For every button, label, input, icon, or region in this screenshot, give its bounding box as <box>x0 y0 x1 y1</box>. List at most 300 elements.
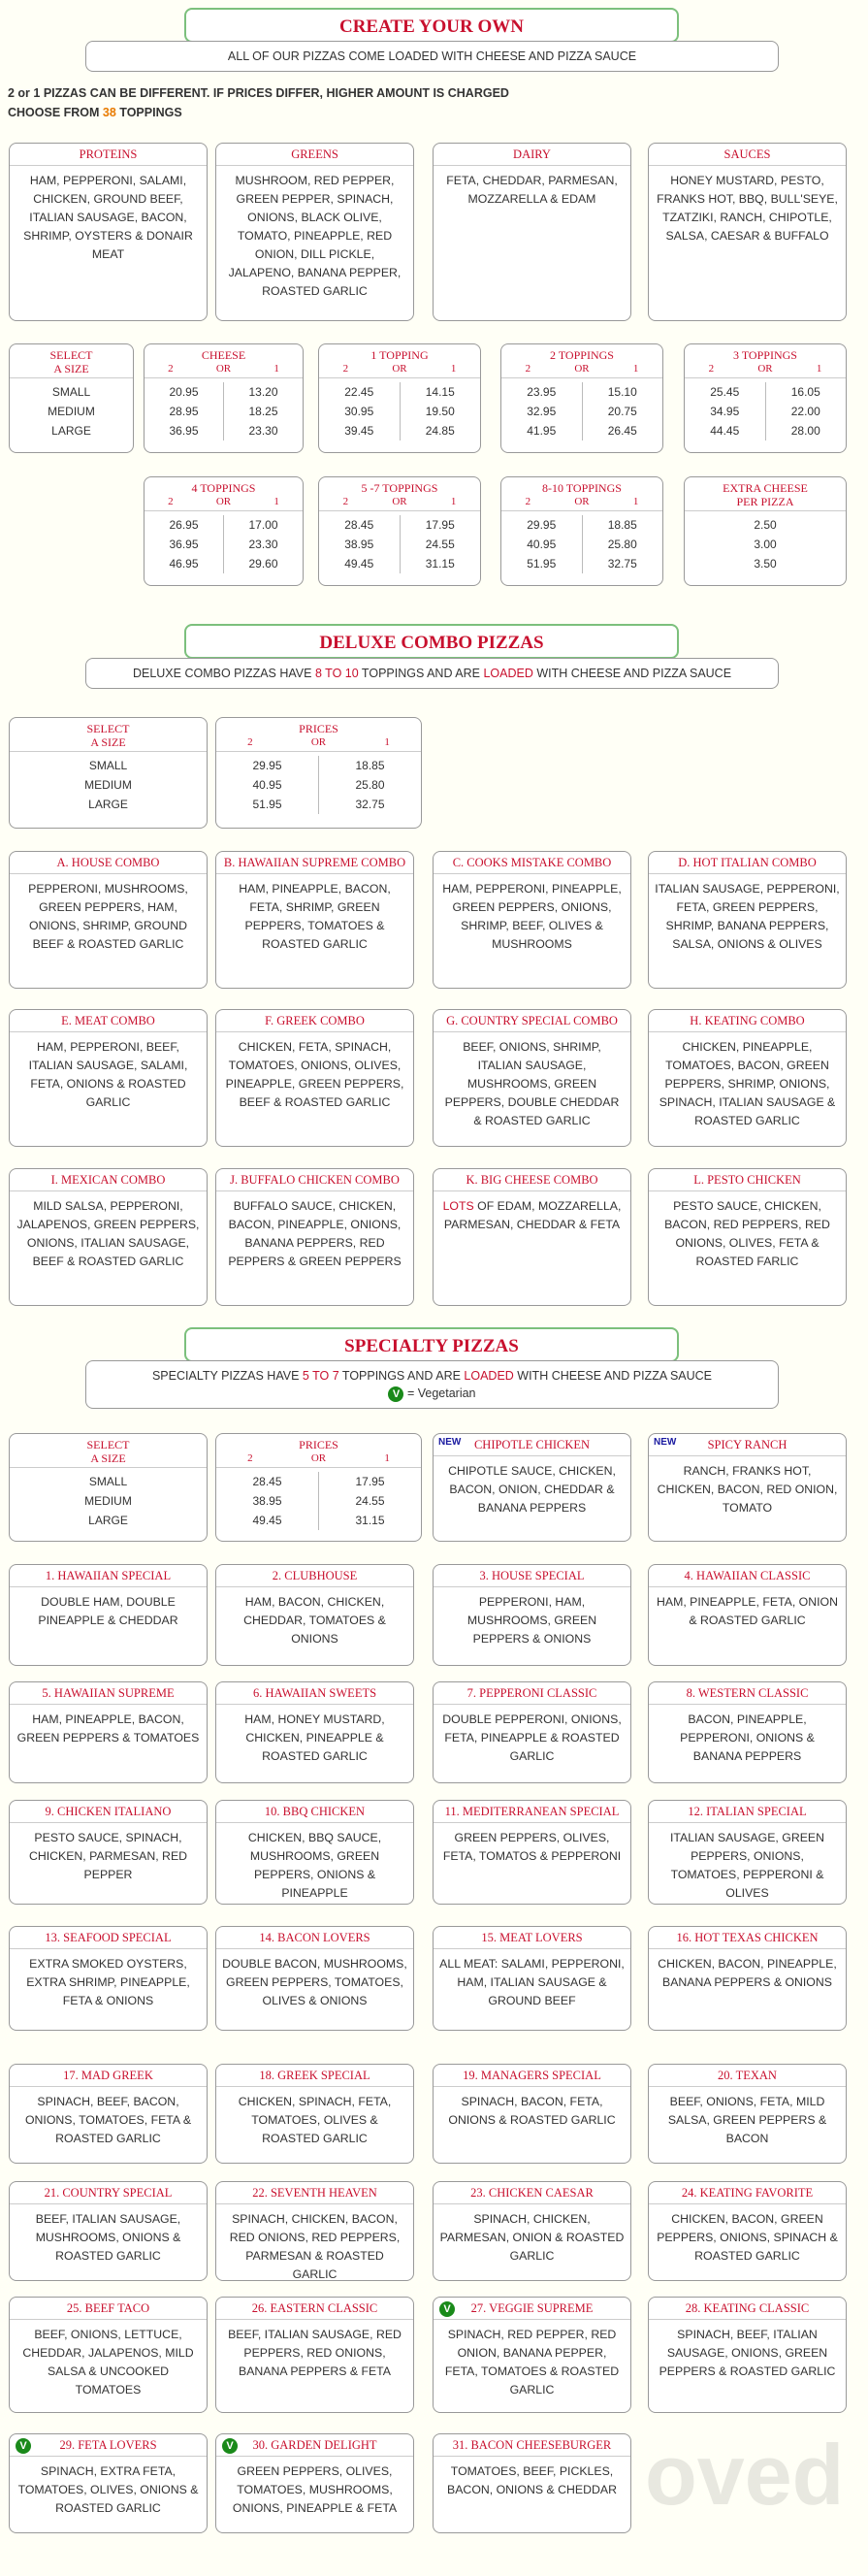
item-body: CHICKEN, BACON, GREEN PEPPERS, ONIONS, SPINACH & ROASTED GARLIC <box>657 2212 838 2263</box>
category-title: PROTEINS <box>10 144 207 166</box>
extra-cheese-large: 3.50 <box>754 557 777 571</box>
price-one-large: 31.15 <box>425 557 455 571</box>
or-label: OR <box>215 496 232 507</box>
item-body: HAM, HONEY MUSTARD, CHICKEN, PINEAPPLE & ROASTED GARLIC <box>244 1712 385 1763</box>
item-title: 20. TEXAN <box>649 2065 846 2087</box>
item-title: I. MEXICAN COMBO <box>10 1169 207 1191</box>
price-two-small: 22.45 <box>344 385 374 399</box>
item-title: 5. HAWAIIAN SUPREME <box>10 1682 207 1705</box>
item-title: 21. COUNTRY SPECIAL <box>10 2182 207 2204</box>
price-one-small: 14.15 <box>425 385 455 399</box>
price-one-large: 29.60 <box>248 557 278 571</box>
item-body: HAM, PINEAPPLE, BACON, FETA, SHRIMP, GREEN PEPPERS, TOMATOES & ROASTED GARLIC <box>239 882 391 951</box>
toppings-note-post: TOPPINGS <box>115 106 182 119</box>
category-title: SAUCES <box>649 144 846 166</box>
specialty-item-23 <box>433 2181 631 2281</box>
specialty-item-15 <box>433 1926 631 2031</box>
specialty-item-8 <box>648 1681 847 1783</box>
price-one-medium: 25.80 <box>355 778 385 792</box>
specialty-sub-loaded: LOADED <box>464 1369 514 1383</box>
extra-cheese-title-2: PER PIZZA <box>736 495 794 508</box>
deluxe-item-l <box>648 1168 847 1306</box>
item-title: 10. BBQ CHICKEN <box>216 1801 413 1823</box>
specialty-item-10 <box>215 1800 414 1905</box>
item-title: A. HOUSE COMBO <box>10 852 207 874</box>
deluxe-sub-mid: TOPPINGS AND ARE <box>358 667 484 680</box>
two-label: 2 <box>342 363 349 375</box>
item-body: BEEF, ONIONS, SHRIMP, ITALIAN SAUSAGE, MUSHROOMS, GREEN PEPPERS, DOUBLE CHEDDAR & ROASTED GARLIC <box>444 1040 620 1127</box>
item-body: SPINACH, BEEF, BACON, ONIONS, TOMATOES, FETA & ROASTED GARLIC <box>24 2095 192 2145</box>
item-title: 18. GREEK SPECIAL <box>216 2065 413 2087</box>
deluxe-item-a <box>9 851 208 989</box>
specialty-prices-card <box>215 1433 422 1542</box>
item-body: SPINACH, EXTRA FETA, TOMATOES, OLIVES, ONIONS & ROASTED GARLIC <box>17 2464 199 2515</box>
price-one-medium: 23.30 <box>248 538 278 551</box>
price-card-1-topping <box>318 343 481 453</box>
item-body: HAM, PINEAPPLE, FETA, ONION & ROASTED GARLIC <box>657 1595 838 1627</box>
price-two-medium: 40.95 <box>527 538 557 551</box>
price-one-large: 23.30 <box>248 424 278 438</box>
two-label: 2 <box>168 363 174 375</box>
price-two-large: 51.95 <box>527 557 557 571</box>
create-your-own-title: CREATE YOUR OWN <box>184 8 679 43</box>
price-two-small: 26.95 <box>169 518 199 532</box>
specialty-item-24 <box>648 2181 847 2281</box>
category-body: FETA, CHEDDAR, PARMESAN, MOZZARELLA & EDAM <box>446 174 618 206</box>
specialty-pizzas-subtitle <box>85 1360 779 1409</box>
price-one-small: 18.85 <box>355 759 385 772</box>
item-title: 8. WESTERN CLASSIC <box>649 1682 846 1705</box>
two-label: 2 <box>708 363 715 375</box>
size-large: LARGE <box>51 424 91 438</box>
deluxe-item-e <box>9 1009 208 1147</box>
deluxe-sub-range: 8 TO 10 <box>314 667 359 680</box>
price-two-medium: 38.95 <box>252 1494 282 1508</box>
item-body: ITALIAN SAUSAGE, PEPPERONI, FETA, GREEN PEPPERS, SHRIMP, BANANA PEPPERS, SALSA, ONIONS & OLIVES <box>655 882 840 951</box>
item-body: SPINACH, CHICKEN, BACON, RED ONIONS, RED PEPPERS, PARMESAN & ROASTED GARLIC <box>229 2212 401 2281</box>
create-your-own-subtitle: ALL OF OUR PIZZAS COME LOADED WITH CHEESE AND PIZZA SAUCE <box>85 41 779 72</box>
item-body: PEPPERONI, MUSHROOMS, GREEN PEPPERS, HAM, ONIONS, SHRIMP, GROUND BEEF & ROASTED GARLIC <box>28 882 188 951</box>
specialty-new-spicy-ranch <box>648 1433 847 1542</box>
vegetarian-icon: V <box>16 2438 31 2454</box>
or-label: OR <box>574 496 590 507</box>
price-one-small: 15.10 <box>607 385 637 399</box>
deluxe-item-k <box>433 1168 631 1306</box>
item-body: MILD SALSA, PEPPERONI, JALAPENOS, GREEN PEPPERS, ONIONS, ITALIAN SAUSAGE, BEEF & ROASTED GARLIC <box>16 1199 200 1268</box>
price-card-8-10-toppings <box>500 476 663 586</box>
price-one-medium: 18.25 <box>248 405 278 418</box>
item-title: SPICY RANCH <box>649 1434 846 1456</box>
price-one-medium: 19.50 <box>425 405 455 418</box>
item-title: 25. BEEF TACO <box>10 2298 207 2320</box>
item-body: TOMATOES, BEEF, PICKLES, BACON, ONIONS & CHEDDAR <box>447 2464 617 2496</box>
price-one-medium: 24.55 <box>355 1494 385 1508</box>
specialty-item-5 <box>9 1681 208 1783</box>
select-size-label: SELECT <box>86 1438 130 1451</box>
item-title: 17. MAD GREEK <box>10 2065 207 2087</box>
price-two-large: 51.95 <box>252 798 282 811</box>
price-two-medium: 34.95 <box>710 405 740 418</box>
two-label: 2 <box>342 496 349 507</box>
one-label: 1 <box>632 363 639 375</box>
item-title: 2. CLUBHOUSE <box>216 1565 413 1587</box>
select-size-label-2: A SIZE <box>53 362 89 375</box>
one-label: 1 <box>384 1452 390 1464</box>
item-title: 30. GARDEN DELIGHT <box>216 2434 413 2457</box>
one-label: 1 <box>450 363 457 375</box>
price-two-large: 44.45 <box>710 424 740 438</box>
price-two-medium: 38.95 <box>344 538 374 551</box>
item-title: L. PESTO CHICKEN <box>649 1169 846 1191</box>
specialty-item-30 <box>215 2433 414 2533</box>
size-small: SMALL <box>88 1475 128 1488</box>
item-body: CHICKEN, BBQ SAUCE, MUSHROOMS, GREEN PEPPERS, ONIONS & PINEAPPLE <box>247 1831 382 1900</box>
price-card-extra-cheese <box>684 476 847 586</box>
item-body: HAM, PEPPERONI, BEEF, ITALIAN SAUSAGE, SALAMI, FETA, ONIONS & ROASTED GARLIC <box>28 1040 188 1109</box>
item-title: 1. HAWAIIAN SPECIAL <box>10 1565 207 1587</box>
select-size-label-2: A SIZE <box>90 735 126 749</box>
item-body: ALL MEAT: SALAMI, PEPPERONI, HAM, ITALIAN SAUSAGE & GROUND BEEF <box>439 1957 625 2007</box>
item-body: GREEN PEPPERS, OLIVES, FETA, TOMATOS & PEPPERONI <box>442 1831 622 1863</box>
size-large: LARGE <box>88 798 128 811</box>
price-two-small: 23.95 <box>527 385 557 399</box>
item-title: E. MEAT COMBO <box>10 1010 207 1032</box>
item-body: CHICKEN, FETA, SPINACH, TOMATOES, ONIONS, OLIVES, PINEAPPLE, GREEN PEPPERS, BEEF & ROASTED GARLIC <box>225 1040 404 1109</box>
item-title: G. COUNTRY SPECIAL COMBO <box>434 1010 630 1032</box>
specialty-item-7 <box>433 1681 631 1783</box>
item-title: 24. KEATING FAVORITE <box>649 2182 846 2204</box>
specialty-pizzas-title: SPECIALTY PIZZAS <box>184 1327 679 1362</box>
toppings-note-pre: CHOOSE FROM <box>8 106 103 119</box>
item-title: 22. SEVENTH HEAVEN <box>216 2182 413 2204</box>
new-badge: NEW <box>438 1437 462 1448</box>
price-one-large: 31.15 <box>355 1514 385 1527</box>
item-body: RANCH, FRANKS HOT, CHICKEN, BACON, RED ONION, TOMATO <box>657 1464 838 1515</box>
item-body: DOUBLE BACON, MUSHROOMS, GREEN PEPPERS, TOMATOES, OLIVES & ONIONS <box>222 1957 407 2007</box>
specialty-item-27 <box>433 2297 631 2413</box>
deluxe-combo-subtitle <box>85 658 779 689</box>
item-body: CHICKEN, SPINACH, FETA, TOMATOES, OLIVES & ROASTED GARLIC <box>238 2095 392 2145</box>
price-two-medium: 30.95 <box>344 405 374 418</box>
deluxe-item-h <box>648 1009 847 1147</box>
specialty-sub-post: WITH CHEESE AND PIZZA SAUCE <box>513 1369 713 1383</box>
item-title: 11. MEDITERRANEAN SPECIAL <box>434 1801 630 1823</box>
price-two-large: 39.45 <box>344 424 374 438</box>
specialty-sub-pre: SPECIALTY PIZZAS HAVE <box>151 1369 303 1383</box>
specialty-item-3 <box>433 1564 631 1666</box>
deluxe-sub-post: WITH CHEESE AND PIZZA SAUCE <box>532 667 732 680</box>
item-body: BEEF, ONIONS, LETTUCE, CHEDDAR, JALAPENOS, MILD SALSA & UNCOOKED TOMATOES <box>22 2328 194 2397</box>
item-body: SPINACH, BEEF, ITALIAN SAUSAGE, ONIONS, GREEN PEPPERS & ROASTED GARLIC <box>659 2328 836 2378</box>
size-medium: MEDIUM <box>84 778 132 792</box>
item-title: 14. BACON LOVERS <box>216 1927 413 1949</box>
or-label: OR <box>310 1452 327 1464</box>
deluxe-combo-title: DELUXE COMBO PIZZAS <box>184 624 679 659</box>
toppings-note <box>8 103 182 122</box>
specialty-item-4 <box>648 1564 847 1666</box>
deluxe-item-g <box>433 1009 631 1147</box>
category-body: HONEY MUSTARD, PESTO, FRANKS HOT, BBQ, BULL'SEYE, TZATZIKI, RANCH, CHIPOTLE, SALSA, CAESAR & BUFFALO <box>657 174 838 243</box>
deluxe-item-j <box>215 1168 414 1306</box>
or-label: OR <box>392 496 407 507</box>
price-card-4-toppings <box>144 476 304 586</box>
item-body <box>434 1191 630 1240</box>
price-two-small: 20.95 <box>169 385 199 399</box>
item-title: 31. BACON CHEESEBURGER <box>434 2434 630 2457</box>
category-dairy <box>433 143 631 321</box>
or-label: OR <box>574 363 590 375</box>
category-greens <box>215 143 414 321</box>
price-one-small: 18.85 <box>607 518 637 532</box>
item-body: HAM, BACON, CHICKEN, CHEDDAR, TOMATOES & ONIONS <box>243 1595 386 1646</box>
specialty-item-18 <box>215 2064 414 2164</box>
toppings-count: 38 <box>102 106 116 119</box>
specialty-item-13 <box>9 1926 208 2031</box>
item-title: 27. VEGGIE SUPREME <box>434 2298 630 2320</box>
price-title: 8-10 TOPPINGS <box>542 481 622 495</box>
price-one-large: 32.75 <box>607 557 637 571</box>
vegetarian-icon: V <box>388 1386 403 1402</box>
price-title: 4 TOPPINGS <box>191 481 256 495</box>
category-sauces <box>648 143 847 321</box>
price-one-large: 32.75 <box>355 798 385 811</box>
item-title: C. COOKS MISTAKE COMBO <box>434 852 630 874</box>
two-label: 2 <box>247 736 253 748</box>
specialty-item-17 <box>9 2064 208 2164</box>
item-body: SPINACH, BACON, FETA, ONIONS & ROASTED GARLIC <box>448 2095 616 2127</box>
size-medium: MEDIUM <box>84 1494 132 1508</box>
deluxe-item-f <box>215 1009 414 1147</box>
price-two-small: 28.45 <box>344 518 374 532</box>
specialty-item-6 <box>215 1681 414 1783</box>
item-body: SPINACH, CHICKEN, PARMESAN, ONION & ROASTED GARLIC <box>439 2212 625 2263</box>
price-two-medium: 28.95 <box>169 405 199 418</box>
item-title: CHIPOTLE CHICKEN <box>434 1434 630 1456</box>
select-size-card <box>9 343 134 453</box>
item-body: CHICKEN, PINEAPPLE, TOMATOES, BACON, GREEN PEPPERS, SHRIMP, ONIONS, SPINACH, ITALIAN SAUSAGE & ROASTED GARLIC <box>659 1040 836 1127</box>
select-size-label: SELECT <box>86 722 130 735</box>
specialty-item-22 <box>215 2181 414 2281</box>
specialty-sub-range: 5 TO 7 <box>302 1369 339 1383</box>
price-one-small: 17.95 <box>355 1475 385 1488</box>
deluxe-item-i <box>9 1168 208 1306</box>
one-label: 1 <box>632 496 639 507</box>
specialty-item-14 <box>215 1926 414 2031</box>
specialty-select-size-card <box>9 1433 208 1542</box>
one-label: 1 <box>450 496 457 507</box>
vegetarian-legend: = Vegetarian <box>406 1386 476 1400</box>
price-title: CHEESE <box>201 348 246 362</box>
item-body: BEEF, ITALIAN SAUSAGE, MUSHROOMS, ONIONS & ROASTED GARLIC <box>35 2212 181 2263</box>
item-body: BACON, PINEAPPLE, PEPPERONI, ONIONS & BANANA PEPPERS <box>680 1712 815 1763</box>
pricing-note: 2 or 1 PIZZAS CAN BE DIFFERENT. IF PRICES DIFFER, HIGHER AMOUNT IS CHARGED <box>8 86 509 100</box>
price-one-small: 16.05 <box>790 385 820 399</box>
price-title: 5 -7 TOPPINGS <box>361 481 438 495</box>
or-label: OR <box>215 363 232 375</box>
price-two-small: 29.95 <box>252 759 282 772</box>
item-body: SPINACH, RED PEPPER, RED ONION, BANANA PEPPER, FETA, TOMATOES & ROASTED GARLIC <box>444 2328 620 2397</box>
item-title: F. GREEK COMBO <box>216 1010 413 1032</box>
price-one-medium: 25.80 <box>607 538 637 551</box>
price-card-2-toppings <box>500 343 663 453</box>
watermark: oved <box>645 2427 845 2523</box>
two-label: 2 <box>525 363 531 375</box>
price-one-large: 24.85 <box>425 424 455 438</box>
extra-cheese-medium: 3.00 <box>754 538 777 551</box>
specialty-item-19 <box>433 2064 631 2164</box>
specialty-item-20 <box>648 2064 847 2164</box>
item-title: 29. FETA LOVERS <box>10 2434 207 2457</box>
prices-title: PRICES <box>299 722 338 735</box>
specialty-item-16 <box>648 1926 847 2031</box>
extra-cheese-title: EXTRA CHEESE <box>723 481 808 495</box>
item-body: GREEN PEPPERS, OLIVES, TOMATOES, MUSHROOMS, ONIONS, PINEAPPLE & FETA <box>232 2464 398 2515</box>
item-body: DOUBLE HAM, DOUBLE PINEAPPLE & CHEDDAR <box>38 1595 178 1627</box>
item-title: J. BUFFALO CHICKEN COMBO <box>216 1169 413 1191</box>
one-label: 1 <box>273 363 279 375</box>
item-body: CHIPOTLE SAUCE, CHICKEN, BACON, ONION, CHEDDAR & BANANA PEPPERS <box>448 1464 616 1515</box>
specialty-item-25 <box>9 2297 208 2413</box>
specialty-item-28 <box>648 2297 847 2413</box>
deluxe-item-c <box>433 851 631 989</box>
item-body: DOUBLE PEPPERONI, ONIONS, FETA, PINEAPPLE & ROASTED GARLIC <box>442 1712 622 1763</box>
item-title: 3. HOUSE SPECIAL <box>434 1565 630 1587</box>
item-title: 16. HOT TEXAS CHICKEN <box>649 1927 846 1949</box>
item-title: 4. HAWAIIAN CLASSIC <box>649 1565 846 1587</box>
item-body: BEEF, ITALIAN SAUSAGE, RED PEPPERS, RED ONIONS, BANANA PEPPERS & FETA <box>228 2328 402 2378</box>
size-medium: MEDIUM <box>48 405 95 418</box>
price-two-small: 25.45 <box>710 385 740 399</box>
item-title: 15. MEAT LOVERS <box>434 1927 630 1949</box>
vegetarian-icon: V <box>439 2301 455 2317</box>
prices-title: PRICES <box>299 1438 338 1451</box>
deluxe-prices-card <box>215 717 422 829</box>
category-body: HAM, PEPPERONI, SALAMI, CHICKEN, GROUND BEEF, ITALIAN SAUSAGE, BACON, SHRIMP, OYSTERS & DONAIR MEAT <box>23 174 193 261</box>
specialty-item-26 <box>215 2297 414 2413</box>
specialty-item-31 <box>433 2433 631 2533</box>
category-body: MUSHROOM, RED PEPPER, GREEN PEPPER, SPINACH, ONIONS, BLACK OLIVE, TOMATO, PINEAPPLE, RED ONION, DILL PICKLE, JALAPENO, BANANA PEPPER, ROASTED GARLIC <box>228 174 402 298</box>
item-title: 12. ITALIAN SPECIAL <box>649 1801 846 1823</box>
price-one-small: 17.95 <box>425 518 455 532</box>
item-body: PESTO SAUCE, CHICKEN, BACON, RED PEPPERS, RED ONIONS, OLIVES, FETA & ROASTED FARLIC <box>664 1199 830 1268</box>
specialty-sub-mid: TOPPINGS AND ARE <box>338 1369 465 1383</box>
item-body: ITALIAN SAUSAGE, GREEN PEPPERS, ONIONS, TOMATOES, PEPPERONI & OLIVES <box>670 1831 824 1900</box>
two-label: 2 <box>168 496 174 507</box>
item-title: 28. KEATING CLASSIC <box>649 2298 846 2320</box>
price-two-large: 36.95 <box>169 424 199 438</box>
extra-cheese-small: 2.50 <box>754 518 777 532</box>
price-card-cheese <box>144 343 304 453</box>
price-two-medium: 36.95 <box>169 538 199 551</box>
price-one-small: 13.20 <box>248 385 278 399</box>
deluxe-item-d <box>648 851 847 989</box>
item-title: 13. SEAFOOD SPECIAL <box>10 1927 207 1949</box>
specialty-item-1 <box>9 1564 208 1666</box>
item-body: EXTRA SMOKED OYSTERS, EXTRA SHRIMP, PINEAPPLE, FETA & ONIONS <box>26 1957 190 2007</box>
one-label: 1 <box>273 496 279 507</box>
item-body: HAM, PINEAPPLE, BACON, GREEN PEPPERS & TOMATOES <box>16 1712 200 1745</box>
specialty-item-29 <box>9 2433 208 2533</box>
price-one-large: 26.45 <box>607 424 637 438</box>
item-title: 6. HAWAIIAN SWEETS <box>216 1682 413 1705</box>
price-one-small: 17.00 <box>248 518 278 532</box>
size-large: LARGE <box>88 1514 128 1527</box>
one-label: 1 <box>816 363 822 375</box>
item-body: PEPPERONI, HAM, MUSHROOMS, GREEN PEPPERS & ONIONS <box>466 1595 597 1646</box>
specialty-item-21 <box>9 2181 208 2281</box>
one-label: 1 <box>384 736 390 748</box>
price-two-large: 46.95 <box>169 557 199 571</box>
price-two-medium: 40.95 <box>252 778 282 792</box>
price-two-medium: 32.95 <box>527 405 557 418</box>
price-title: 3 TOPPINGS <box>733 348 797 362</box>
price-two-small: 29.95 <box>527 518 557 532</box>
vegetarian-icon: V <box>222 2438 238 2454</box>
deluxe-sub-loaded: LOADED <box>483 667 533 680</box>
item-title: 19. MANAGERS SPECIAL <box>434 2065 630 2087</box>
size-small: SMALL <box>51 385 91 399</box>
select-size-label: SELECT <box>49 348 93 362</box>
item-title: H. KEATING COMBO <box>649 1010 846 1032</box>
item-title: D. HOT ITALIAN COMBO <box>649 852 846 874</box>
item-title: B. HAWAIIAN SUPREME COMBO <box>216 852 413 874</box>
item-body-lots: LOTS <box>442 1199 474 1213</box>
item-title: 23. CHICKEN CAESAR <box>434 2182 630 2204</box>
deluxe-select-size-card <box>9 717 208 829</box>
or-label: OR <box>757 363 773 375</box>
price-title: 1 TOPPING <box>370 348 429 362</box>
item-title: 7. PEPPERONI CLASSIC <box>434 1682 630 1705</box>
item-body: CHICKEN, BACON, PINEAPPLE, BANANA PEPPERS & ONIONS <box>658 1957 837 1989</box>
new-badge: NEW <box>654 1437 677 1448</box>
price-card-5-7-toppings <box>318 476 481 586</box>
price-one-medium: 22.00 <box>790 405 820 418</box>
price-two-small: 28.45 <box>252 1475 282 1488</box>
price-one-large: 28.00 <box>790 424 820 438</box>
two-label: 2 <box>525 496 531 507</box>
size-small: SMALL <box>88 759 128 772</box>
category-title: GREENS <box>216 144 413 166</box>
price-two-large: 41.95 <box>527 424 557 438</box>
price-one-medium: 20.75 <box>607 405 637 418</box>
item-body-rest: OF EDAM, MOZZARELLA, PARMESAN, CHEDDAR & FETA <box>443 1199 622 1231</box>
item-body: HAM, PEPPERONI, PINEAPPLE, GREEN PEPPERS, ONIONS, SHRIMP, BEEF, OLIVES & MUSHROOMS <box>442 882 622 951</box>
item-title: 9. CHICKEN ITALIANO <box>10 1801 207 1823</box>
price-two-large: 49.45 <box>252 1514 282 1527</box>
deluxe-sub-pre: DELUXE COMBO PIZZAS HAVE <box>132 667 315 680</box>
item-title: 26. EASTERN CLASSIC <box>216 2298 413 2320</box>
price-one-medium: 24.55 <box>425 538 455 551</box>
price-two-large: 49.45 <box>344 557 374 571</box>
deluxe-item-b <box>215 851 414 989</box>
specialty-item-11 <box>433 1800 631 1905</box>
item-title: K. BIG CHEESE COMBO <box>434 1169 630 1191</box>
specialty-item-12 <box>648 1800 847 1905</box>
category-proteins <box>9 143 208 321</box>
specialty-item-2 <box>215 1564 414 1666</box>
price-card-3-toppings <box>684 343 847 453</box>
item-body: BEEF, ONIONS, FETA, MILD SALSA, GREEN PEPPERS & BACON <box>667 2095 827 2145</box>
specialty-item-9 <box>9 1800 208 1905</box>
item-body: PESTO SAUCE, SPINACH, CHICKEN, PARMESAN, RED PEPPER <box>28 1831 188 1881</box>
item-body: BUFFALO SAUCE, CHICKEN, BACON, PINEAPPLE, ONIONS, BANANA PEPPERS, RED PEPPERS & GREEN PEPPERS <box>228 1199 402 1268</box>
specialty-new-chipotle-chicken <box>433 1433 631 1542</box>
select-size-label-2: A SIZE <box>90 1451 126 1465</box>
category-title: DAIRY <box>434 144 630 166</box>
or-label: OR <box>310 736 327 748</box>
price-title: 2 TOPPINGS <box>550 348 614 362</box>
two-label: 2 <box>247 1452 253 1464</box>
